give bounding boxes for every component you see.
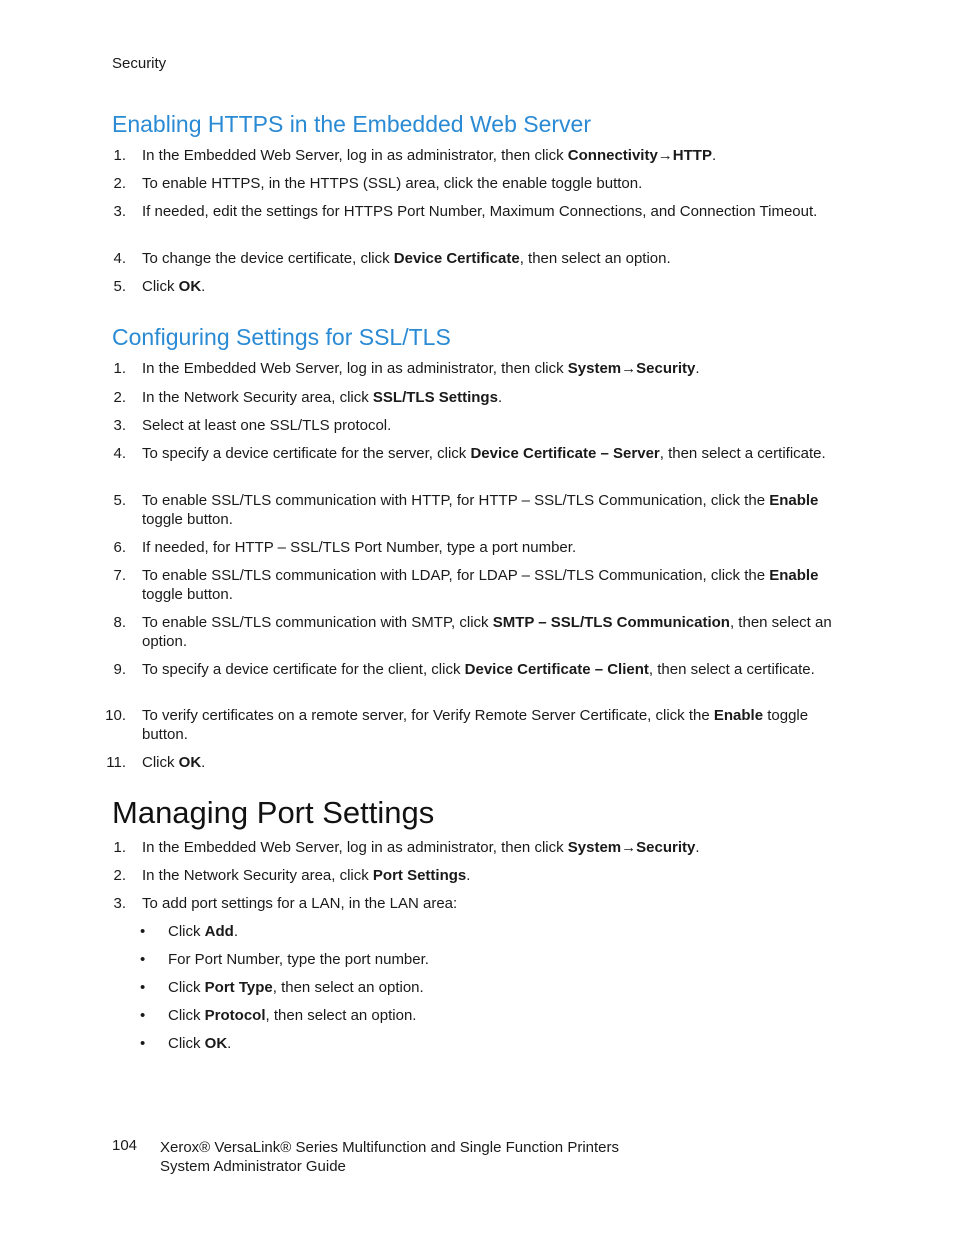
step-content <box>142 566 856 604</box>
step-content <box>142 202 856 221</box>
step-number: 7. <box>113 567 126 584</box>
ui-term: Enable <box>769 567 819 584</box>
step-content <box>142 838 856 857</box>
ui-term: Protocol <box>204 1007 266 1024</box>
step-number: 3. <box>113 203 126 220</box>
list-item <box>96 249 856 268</box>
ui-term: OK <box>178 278 202 295</box>
bullet-content <box>168 922 238 941</box>
step-number: 9. <box>113 661 126 678</box>
step-content <box>142 491 856 529</box>
step-text: . <box>695 360 700 377</box>
step-text: . <box>497 389 503 406</box>
list-item <box>96 202 856 221</box>
step-number: 5. <box>113 492 126 509</box>
step-text: In the Network Security area, click <box>142 867 373 884</box>
step-text: . <box>201 278 206 295</box>
step-text: Click <box>168 979 205 996</box>
list-item <box>96 444 856 463</box>
running-header: Security <box>112 55 167 72</box>
step-content <box>142 866 856 885</box>
list-item <box>96 838 856 857</box>
step-text: . <box>227 1035 232 1052</box>
step-content <box>142 444 856 463</box>
step-number: 8. <box>113 614 126 631</box>
step-number: 5. <box>113 278 126 295</box>
step-text: To specify a device certificate for the server, click <box>142 445 471 462</box>
step-content <box>142 174 856 193</box>
step-text: In the Embedded Web Server, log in as administrator, then click <box>142 147 568 164</box>
step-text: In the Embedded Web Server, log in as administrator, then click <box>142 839 568 856</box>
list-item <box>140 922 238 941</box>
section-title-ssl-tls: Configuring Settings for SSL/TLS <box>112 324 451 350</box>
ui-term: Enable <box>769 492 819 509</box>
step-text: To enable SSL/TLS communication with LDAP, for LDAP – SSL/TLS Communication, click the <box>142 567 770 584</box>
step-text: To verify certificates on a remote server, for Verify Remote Server Certificate, click the <box>142 707 714 724</box>
step-number: 3. <box>113 417 126 434</box>
step-number: 1. <box>113 839 126 856</box>
ui-term: SSL/TLS Settings <box>372 389 498 406</box>
list-item <box>96 416 856 435</box>
step-text: , then select a certificate. <box>648 661 815 678</box>
step-text: . <box>201 754 206 771</box>
step-content <box>142 359 856 378</box>
step-text: Click <box>142 754 179 771</box>
list-item <box>96 894 856 913</box>
section-title-https: Enabling HTTPS in the Embedded Web Server <box>112 111 591 137</box>
step-number: 1. <box>113 360 126 377</box>
step-text: If needed, for HTTP – SSL/TLS Port Number, type a port number. <box>142 539 577 556</box>
step-content <box>142 706 856 744</box>
step-text: . <box>466 867 471 884</box>
page-number: 104 <box>112 1137 138 1154</box>
step-text: , then select a certificate. <box>659 445 826 462</box>
step-number: 10. <box>105 707 126 724</box>
step-number: 2. <box>113 389 126 406</box>
step-content <box>142 416 856 435</box>
list-item <box>96 277 856 296</box>
ui-term: Device Certificate <box>393 250 520 267</box>
bullet-content <box>168 1006 416 1025</box>
bullet-content <box>168 950 429 969</box>
ui-term: System→Security <box>567 360 696 377</box>
step-text: To enable SSL/TLS communication with HTTP, for HTTP – SSL/TLS Communication, click the <box>142 492 770 509</box>
step-text: To specify a device certificate for the client, click <box>142 661 465 678</box>
footer-text <box>160 1138 619 1176</box>
list-item <box>96 566 856 604</box>
list-item <box>96 613 856 651</box>
step-text: , then select an option. <box>519 250 671 267</box>
list-item <box>96 706 856 744</box>
step-text: Click <box>142 278 179 295</box>
ui-term: OK <box>178 754 202 771</box>
list-item <box>96 753 856 772</box>
step-number: 6. <box>113 539 126 556</box>
step-text: Click <box>168 1007 205 1024</box>
step-number: 2. <box>113 175 126 192</box>
footer-product-line: Xerox® VersaLink® Series Multifunction and Single Function Printers <box>160 1139 619 1156</box>
bullet-icon: • <box>140 1035 146 1052</box>
ui-term: Connectivity→HTTP <box>567 147 712 164</box>
bullet-icon: • <box>140 1007 146 1024</box>
list-item <box>96 491 856 529</box>
list-item <box>96 388 856 407</box>
step-content <box>142 146 856 165</box>
bullet-icon: • <box>140 979 146 996</box>
step-text: If needed, edit the settings for HTTPS Port Number, Maximum Connections, and Connection Timeout. <box>142 203 818 220</box>
ui-term: Port Type <box>204 979 273 996</box>
step-number: 3. <box>113 895 126 912</box>
bullet-content <box>168 978 424 997</box>
list-item <box>96 660 856 679</box>
step-text: toggle button. <box>142 586 233 603</box>
bullet-icon: • <box>140 923 146 940</box>
step-text: Click <box>168 1035 205 1052</box>
step-text: toggle button. <box>142 511 233 528</box>
step-number: 11. <box>106 754 126 771</box>
ui-term: SMTP – SSL/TLS Communication <box>492 614 730 631</box>
step-text: To enable SSL/TLS communication with SMTP, click <box>142 614 493 631</box>
list-item <box>96 359 856 378</box>
ui-term: Device Certificate – Server <box>470 445 660 462</box>
step-content <box>142 538 856 557</box>
step-text: To enable HTTPS, in the HTTPS (SSL) area, click the enable toggle button. <box>142 175 643 192</box>
step-text: . <box>233 923 239 940</box>
ui-term: System→Security <box>567 839 696 856</box>
step-text: In the Network Security area, click <box>142 389 373 406</box>
step-content <box>142 660 856 679</box>
step-content <box>142 388 856 407</box>
step-text: , then select an option. <box>272 979 424 996</box>
list-item <box>96 538 856 557</box>
step-content <box>142 249 856 268</box>
list-item <box>140 1006 416 1025</box>
step-content <box>142 894 856 913</box>
bullet-content <box>168 1034 231 1053</box>
step-number: 1. <box>113 147 126 164</box>
step-text: To add port settings for a LAN, in the LAN area: <box>142 895 458 912</box>
step-text: In the Embedded Web Server, log in as administrator, then click <box>142 360 568 377</box>
footer-guide-line: System Administrator Guide <box>160 1158 346 1175</box>
step-text: toggle button. <box>142 707 809 743</box>
list-item <box>96 866 856 885</box>
step-content <box>142 277 856 296</box>
step-text: . <box>711 147 717 164</box>
step-text: Click <box>168 923 205 940</box>
step-content <box>142 753 856 772</box>
ui-term: Add <box>204 923 234 940</box>
list-item <box>96 146 856 165</box>
step-number: 2. <box>113 867 126 884</box>
step-text: Select at least one SSL/TLS protocol. <box>142 417 392 434</box>
bullet-icon: • <box>140 951 146 968</box>
step-text: , then select an option. <box>265 1007 417 1024</box>
step-text: To change the device certificate, click <box>142 250 394 267</box>
step-text: , then select an option. <box>142 614 832 650</box>
ui-term: Device Certificate – Client <box>464 661 649 678</box>
step-number: 4. <box>113 445 126 462</box>
ui-term: OK <box>204 1035 228 1052</box>
list-item <box>96 174 856 193</box>
list-item <box>140 978 424 997</box>
chapter-title-port-settings: Managing Port Settings <box>112 795 435 830</box>
step-number: 4. <box>113 250 126 267</box>
ui-term: Port Settings <box>372 867 467 884</box>
step-text: . <box>695 839 700 856</box>
ui-term: Enable <box>713 707 764 724</box>
step-text: For Port Number, type the port number. <box>168 951 429 968</box>
list-item <box>140 1034 231 1053</box>
step-content <box>142 613 856 651</box>
list-item <box>140 950 429 969</box>
